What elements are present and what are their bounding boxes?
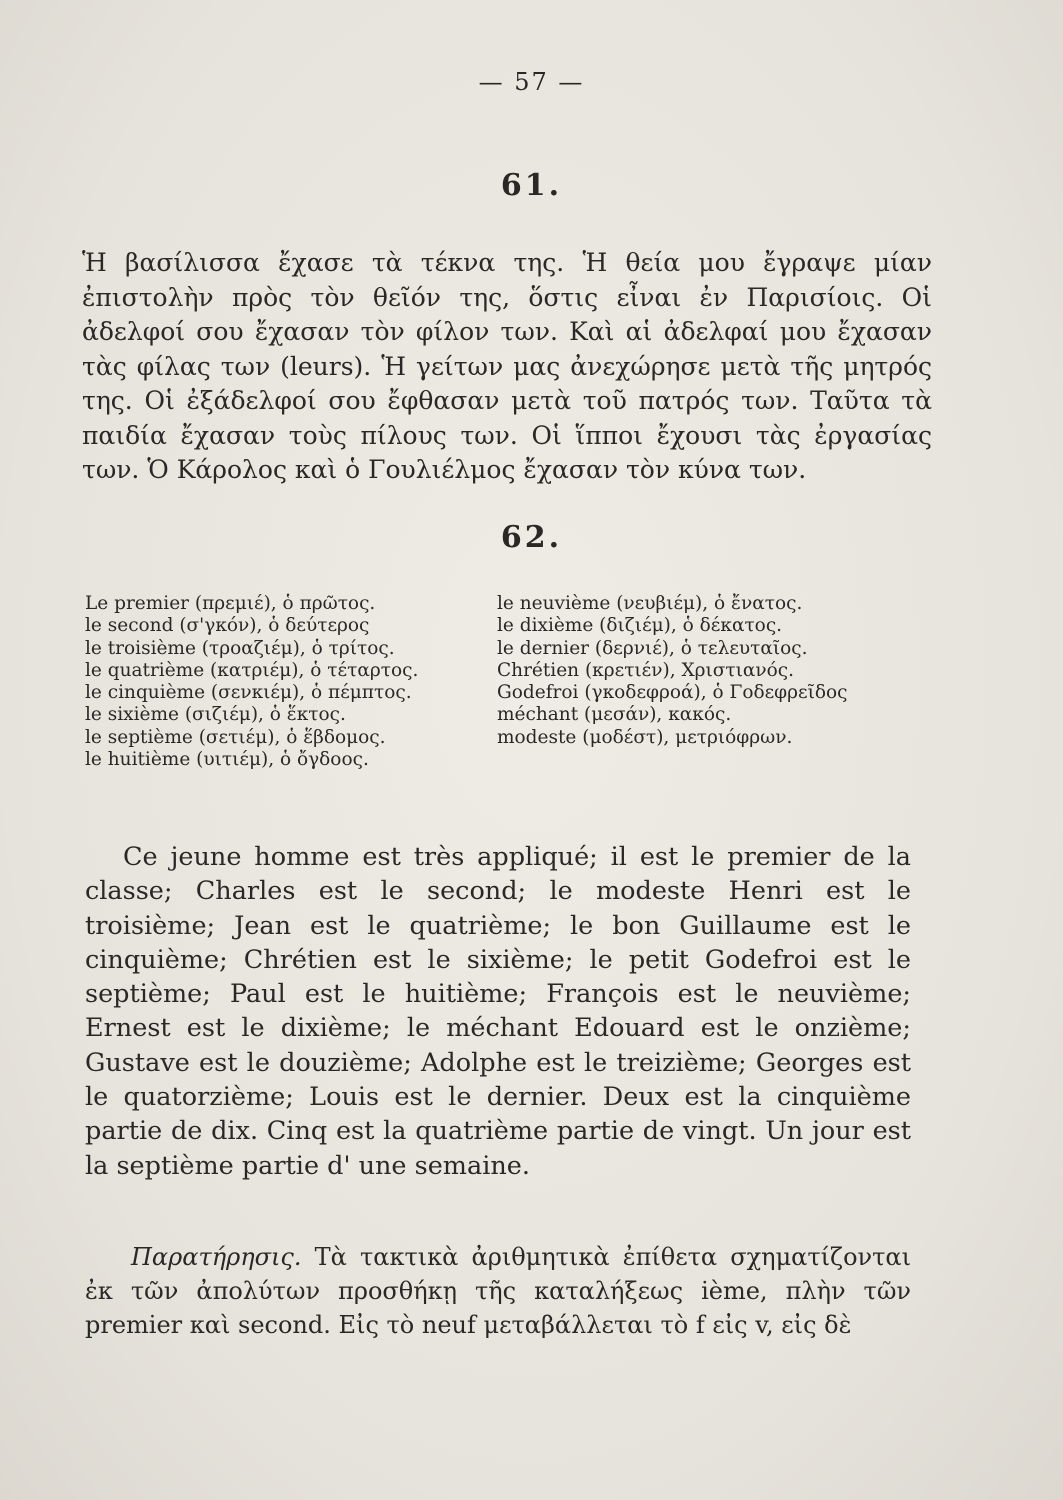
note-text: Τὰ τακτικὰ ἀριθμητικὰ ἐπίθετα σχηματίζονται ἐκ τῶν ἀπολύτων προσθήκῃ τῆς καταλήξεως ième, πλὴν τῶν premier καὶ second. Εἰς τὸ neuf μεταβάλλεται τὸ f εἰς v, εἰς δὲ	[85, 1243, 911, 1339]
note-label: Παρατήρησις.	[131, 1243, 302, 1271]
vocab-list-right	[497, 593, 848, 749]
vocab-item: modeste (μοδέστ), μετριόφρων.	[497, 726, 793, 748]
vocab-item: le dernier (δερνιέ), ὁ τελευταῖος.	[497, 637, 808, 659]
vocab-item: le sixième (σιζιέμ), ὁ ἕκτος.	[85, 704, 346, 726]
vocab-item: Godefroi (γκοδεφροά), ὁ Γοδεφρεῖδος	[497, 682, 848, 704]
section-61-heading: 61.	[500, 168, 563, 203]
vocab-item: le septième (σετιέμ), ὁ ἕβδομος.	[85, 726, 386, 748]
vocab-item: le neuvième (νευβιέμ), ὁ ἔνατος.	[497, 593, 803, 614]
vocab-item: le cinquième (σενκιέμ), ὁ πέμπτος.	[85, 682, 412, 704]
note-paragraph	[85, 1240, 911, 1342]
vocab-list-left	[85, 593, 418, 771]
vocab-item: Le premier (πρεμιέ), ὁ πρῶτος.	[85, 593, 376, 614]
vocab-item: le dixième (διζιέμ), ὁ δέκατος.	[497, 615, 783, 637]
vocab-item: le huitième (υιτιέμ), ὁ ὄγδοος.	[85, 749, 369, 771]
section-62-heading: 62.	[500, 520, 563, 555]
page-number: — 57 —	[478, 68, 585, 96]
section-62-french-text: Ce jeune homme est très appliqué; il est le premier de la classe; Charles est le second; le modeste Henri est le troisième; Jean est le quatrième; le bon Guillaume est le cinquième; Chrétien est le sixième; le petit Godefroi est le septième; Paul est le huitième; François est le neuvième; Ernest est le dixième; le méchant Edouard est le onzième; Gustave est le douzième; Adolphe est le treizième; Georges est le quatorzième; Louis est le dernier. Deux est la cinquième partie de dix. Cinq est la quatrième partie de vingt. Un jour est la septième partie d' une semaine.	[85, 842, 911, 1181]
section-61-text: Ἡ βασίλισσα ἔχασε τὰ τέκνα της. Ἡ θεία μου ἔγραψε μίαν ἐπιστολὴν πρὸς τὸν θεῖόν της, ὅστις εἶναι ἐν Παρισίοις. Οἱ ἀδελφοί σου ἔχασαν τὸν φίλον των. Καὶ αἱ ἀδελφαί μου ἔχασαν τὰς φίλας των (leurs). Ἡ γείτων μας ἀνεχώρησε μετὰ τῆς μητρός της. Οἱ ἐξάδελφοί σου ἔφθασαν μετὰ τοῦ πατρός των. Ταῦτα τὰ παιδία ἔχασαν τοὺς πίλους των. Οἱ ἵπποι ἔχουσι τὰς ἐργασίας των. Ὁ Κάρολος καὶ ὁ Γουλιέλμος ἔχασαν τὸν κύνα των.	[82, 248, 932, 484]
vocab-item: le quatrième (κατριέμ), ὁ τέταρτος.	[85, 659, 419, 681]
vocab-item: méchant (μεσάν), κακός.	[497, 704, 732, 726]
vocab-item: le troisième (τροαζιέμ), ὁ τρίτος.	[85, 637, 395, 659]
vocab-item: le second (σ'γκόν), ὁ δεύτερος	[85, 615, 370, 637]
vocab-item: Chrétien (κρετιέν), Χριστιανός.	[497, 659, 795, 681]
